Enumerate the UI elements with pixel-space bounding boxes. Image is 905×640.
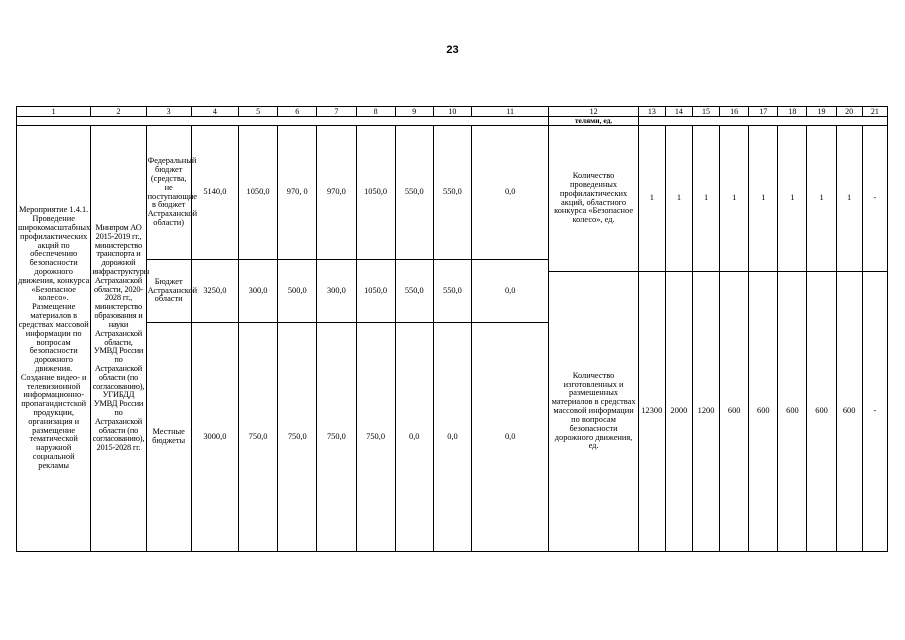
col-header: 3 — [146, 107, 191, 117]
funding-value: 550,0 — [433, 260, 471, 323]
col-header: 6 — [278, 107, 317, 117]
measure-description: Мероприятие 1.4.1. Проведение широкомасштабных профилактических акций по обеспечению безопасности дорожного движения, конкурса «Безопасное колесо». Размещение материалов в средствах массовой информации по вопросам безопасности дорожного движения. Создание видео- и телевизионной информационно-пропагандистской продукции, организация и размещение тематической наружной социальной рекламы — [17, 126, 91, 552]
funding-value: 550,0 — [395, 126, 433, 260]
funding-value: 750,0 — [317, 323, 356, 552]
funding-value: 5140,0 — [191, 126, 238, 260]
funding-source: Местные бюджеты — [146, 323, 191, 552]
col-header: 20 — [836, 107, 862, 117]
col-header: 12 — [549, 107, 638, 117]
funding-row-federal — [17, 126, 888, 260]
indicator-value: 600 — [720, 272, 749, 552]
funding-value: 1050,0 — [356, 126, 395, 260]
col-header: 17 — [749, 107, 778, 117]
indicator-value: 12300 — [638, 272, 665, 552]
column-number-row — [17, 107, 888, 117]
col-header: 7 — [317, 107, 356, 117]
continuation-row — [17, 117, 888, 126]
funding-value: 970,0 — [317, 126, 356, 260]
indicator-name: Количество проведенных профилактических акций, областного конкурса «Безопасное колесо», ед. — [549, 126, 638, 272]
funding-value: 550,0 — [395, 260, 433, 323]
funding-value: 3000,0 — [191, 323, 238, 552]
funding-value: 970, 0 — [278, 126, 317, 260]
funding-value: 3250,0 — [191, 260, 238, 323]
indicator-value: 600 — [836, 272, 862, 552]
indicator-value: 600 — [749, 272, 778, 552]
program-table — [16, 106, 888, 552]
indicator-value: 1 — [665, 126, 692, 272]
col-header: 5 — [238, 107, 277, 117]
col-header: 1 — [17, 107, 91, 117]
continuation-text: телями, ед. — [549, 117, 638, 126]
col-header: 21 — [862, 107, 887, 117]
funding-value: 300,0 — [317, 260, 356, 323]
indicator-value: 1 — [749, 126, 778, 272]
indicator-value: 1 — [692, 126, 719, 272]
funding-value: 750,0 — [278, 323, 317, 552]
funding-value: 750,0 — [238, 323, 277, 552]
indicator-value: 2000 — [665, 272, 692, 552]
funding-source: Бюджет Астраханской области — [146, 260, 191, 323]
col-header: 15 — [692, 107, 719, 117]
indicator-value: 1 — [638, 126, 665, 272]
col-header: 13 — [638, 107, 665, 117]
col-header: 4 — [191, 107, 238, 117]
funding-value: 1050,0 — [238, 126, 277, 260]
funding-value: 0,0 — [472, 260, 549, 323]
funding-value: 550,0 — [433, 126, 471, 260]
funding-value: 0,0 — [395, 323, 433, 552]
funding-source: Федеральный бюджет (средства, не поступающие в бюджет Астраханской области) — [146, 126, 191, 260]
indicator-value: 1 — [807, 126, 836, 272]
page-number: 23 — [446, 44, 459, 56]
funding-value: 750,0 — [356, 323, 395, 552]
executors-cell: Минпром АО 2015-2019 гг., министерство транспорта и дорожной инфраструктуры Астраханской области, 2020-2028 гг., министерство образования и науки Астраханской области, УМВД России по Астраханской области (по согласованию), УГИБДД УМВД России по Астраханской области (по согласованию), 2015-2028 гг. — [91, 126, 146, 552]
funding-value: 0,0 — [433, 323, 471, 552]
col-header: 14 — [665, 107, 692, 117]
col-header: 9 — [395, 107, 433, 117]
indicator-value: 1 — [836, 126, 862, 272]
col-header: 16 — [720, 107, 749, 117]
indicator-value: 600 — [807, 272, 836, 552]
col-header: 19 — [807, 107, 836, 117]
col-header: 2 — [91, 107, 146, 117]
indicator-name: Количество изготовленных и размешенных материалов в средствах массовой информации по вопросам безопасности дорожного движения, ед. — [549, 272, 638, 552]
indicator-value: 1 — [720, 126, 749, 272]
col-header: 11 — [472, 107, 549, 117]
indicator-value: 1 — [778, 126, 807, 272]
indicator-value: 1200 — [692, 272, 719, 552]
funding-value: 300,0 — [238, 260, 277, 323]
funding-value: 1050,0 — [356, 260, 395, 323]
col-header: 8 — [356, 107, 395, 117]
indicator-value: 600 — [778, 272, 807, 552]
col-header: 18 — [778, 107, 807, 117]
indicator-value: - — [862, 272, 887, 552]
funding-value: 0,0 — [472, 323, 549, 552]
col-header: 10 — [433, 107, 471, 117]
funding-value: 0,0 — [472, 126, 549, 260]
indicator-value: - — [862, 126, 887, 272]
funding-value: 500,0 — [278, 260, 317, 323]
